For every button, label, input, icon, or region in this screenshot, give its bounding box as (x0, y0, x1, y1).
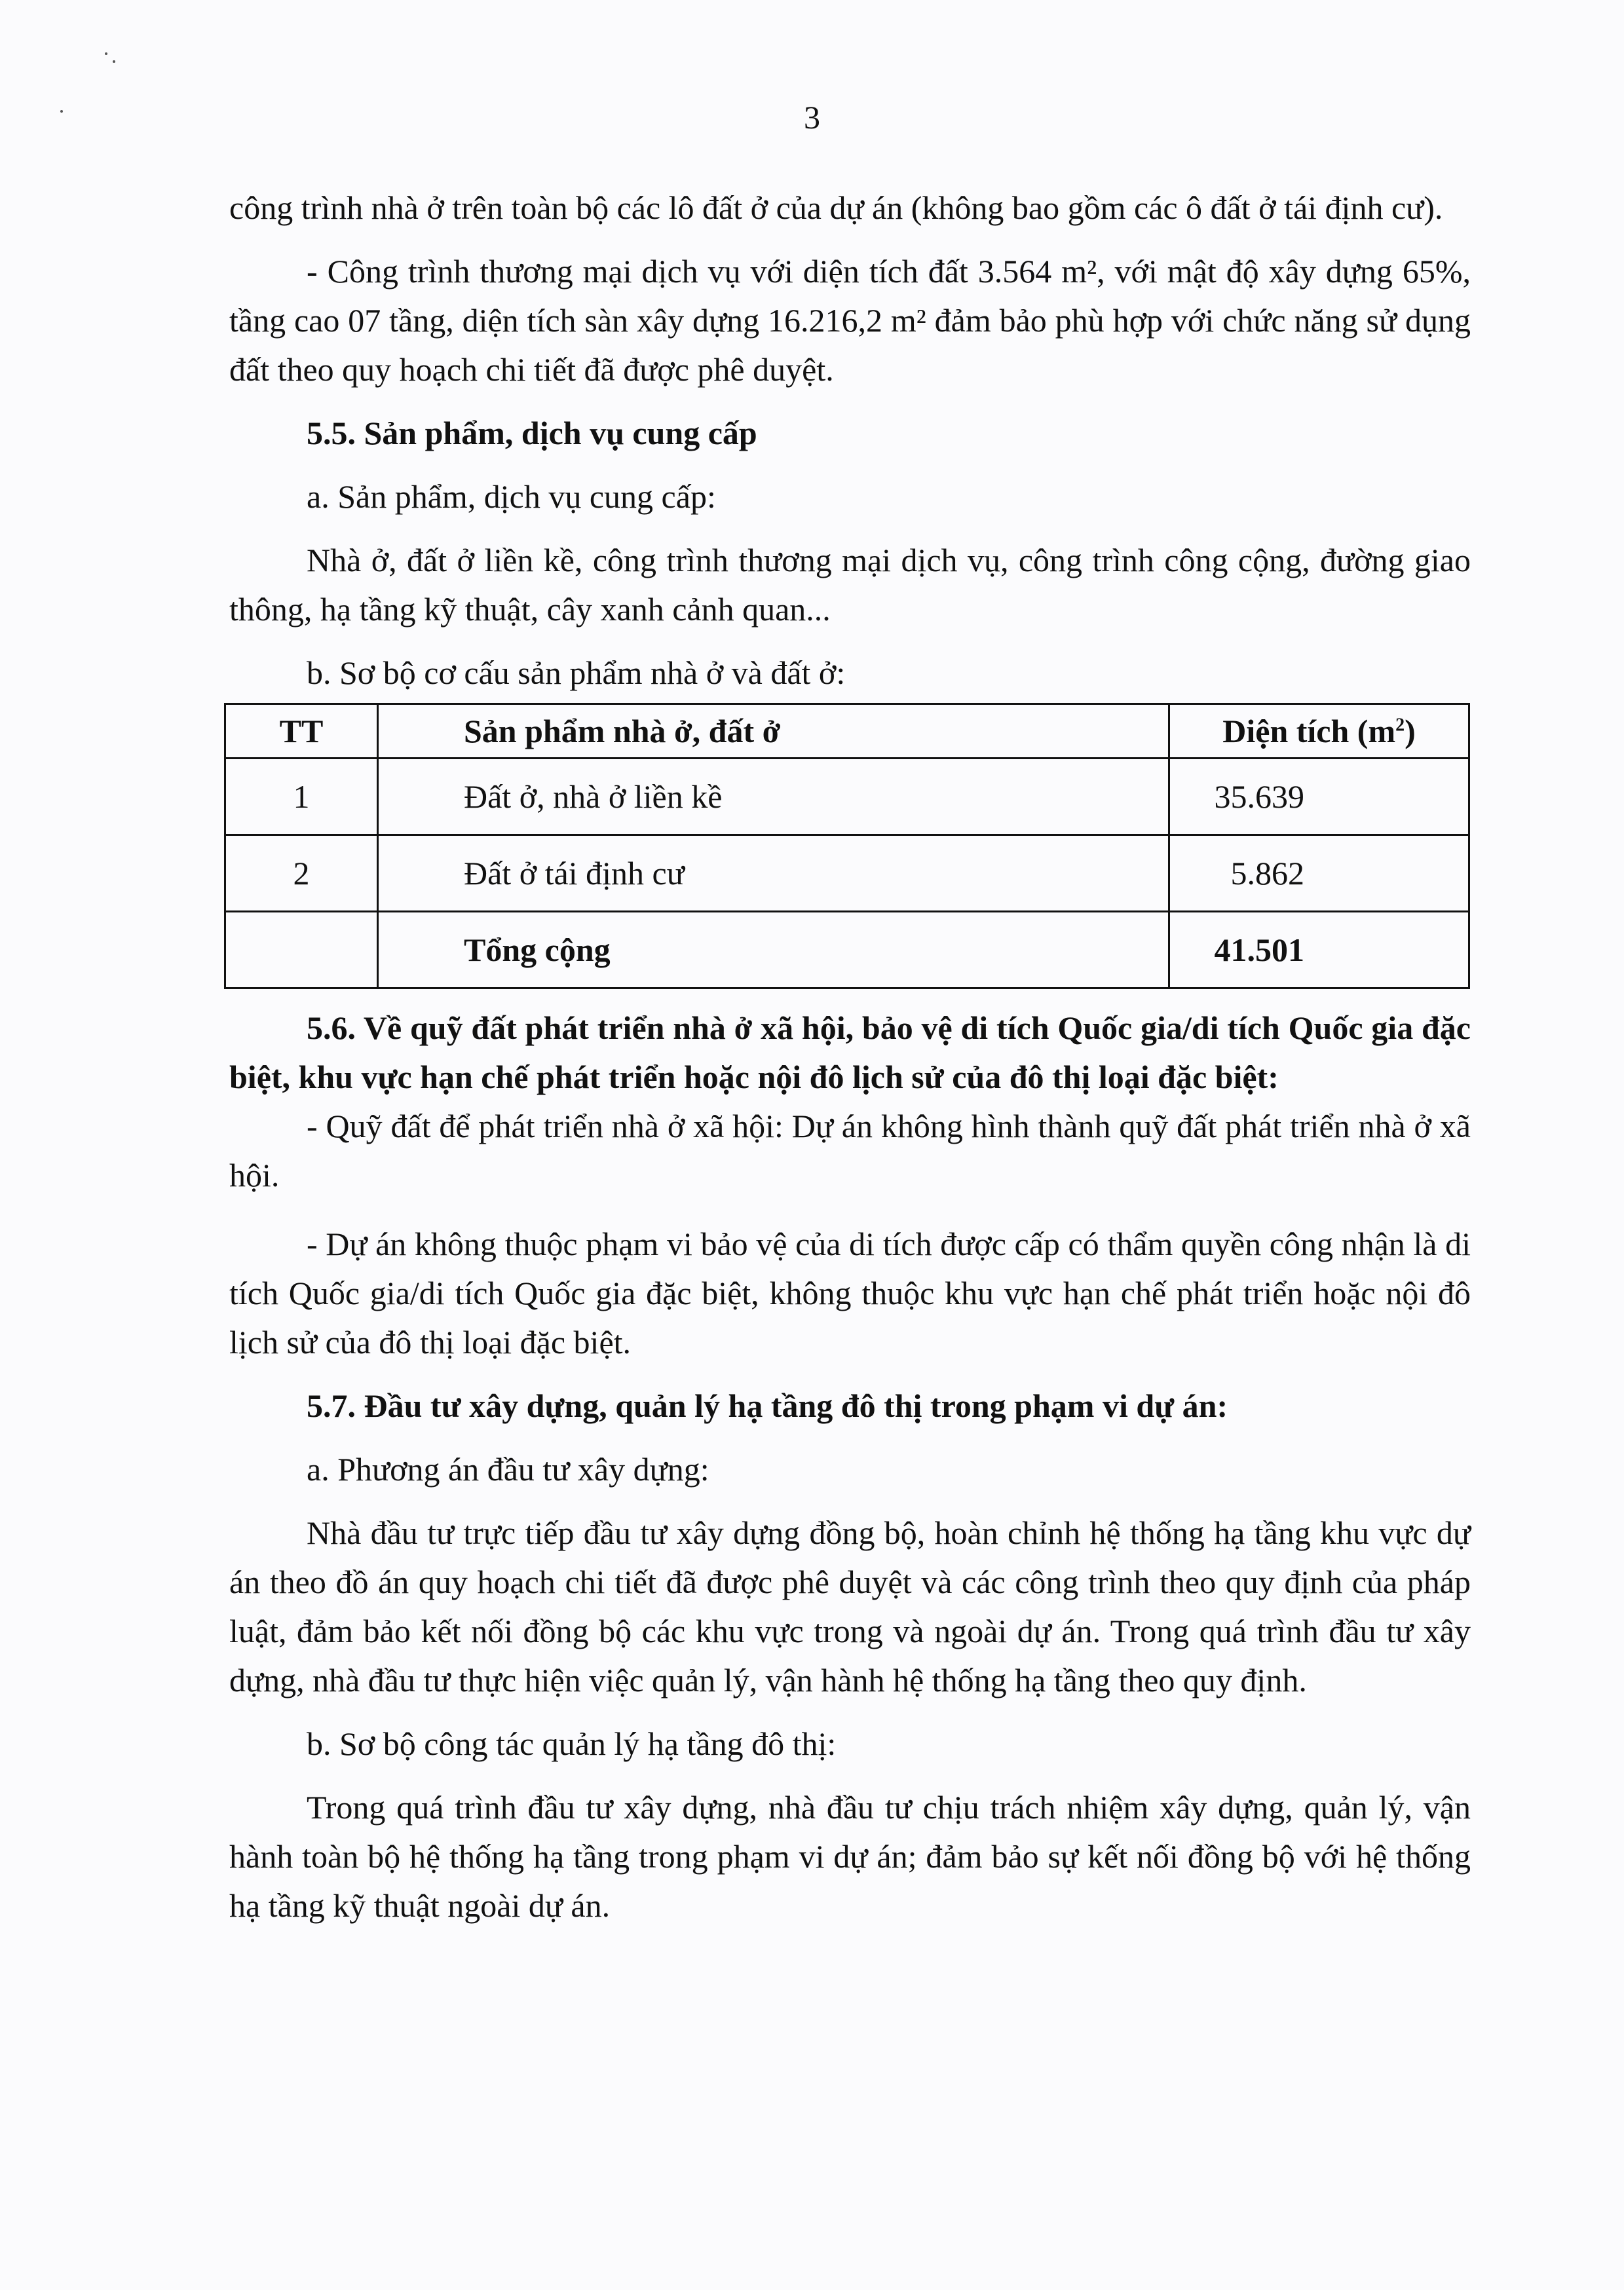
header-area-sup: 2 (1395, 714, 1405, 735)
scan-speck (113, 60, 115, 63)
scan-speck (105, 52, 107, 55)
subheading-5-7-a: a. Phương án đầu tư xây dựng: (307, 1451, 709, 1488)
header-product: Sản phẩm nhà ở, đất ở (378, 704, 1169, 759)
table-row (225, 759, 1469, 835)
section-heading-5-6: 5.6. Về quỹ đất phát triển nhà ở xã hội, bảo vệ di tích Quốc gia/di tích Quốc gia đặc biệt, khu vực hạn chế phát triển hoặc nội đô lịch sử của đô thị loại đặc biệt: (229, 1009, 1471, 1095)
paragraph-continuation: công trình nhà ở trên toàn bộ các lô đất ở của dự án (không bao gồm các ô đất ở tái định cư). (229, 189, 1443, 226)
table-total-row (225, 912, 1469, 988)
table-row (225, 835, 1469, 912)
cell-product: Đất ở tái định cư (378, 835, 1169, 912)
paragraph-investment-plan: Nhà đầu tư trực tiếp đầu tư xây dựng đồng bộ, hoàn chỉnh hệ thống hạ tầng khu vực dự án theo đồ án quy hoạch chi tiết đã được phê duyệt và các công trình theo quy định của pháp luật, đảm bảo kết nối đồng bộ các khu vực trong và ngoài dự án. Trong quá trình đầu tư xây dựng, nhà đầu tư thực hiện việc quản lý, vận hành hệ thống hạ tầng theo quy định. (229, 1514, 1471, 1699)
cell-product: Đất ở, nhà ở liền kề (378, 759, 1169, 835)
cell-total-label: Tổng cộng (378, 912, 1169, 988)
subheading-5-7-b: b. Sơ bộ công tác quản lý hạ tầng đô thị: (307, 1725, 837, 1762)
section-heading-5-5: 5.5. Sản phẩm, dịch vụ cung cấp (307, 415, 757, 451)
subheading-5-5-a: a. Sản phẩm, dịch vụ cung cấp: (307, 478, 716, 515)
cell-total-area: 41.501 (1169, 912, 1469, 988)
header-area (1169, 704, 1469, 759)
cell-tt: 1 (225, 759, 378, 835)
paragraph-social-housing: - Quỹ đất để phát triển nhà ở xã hội: Dự án không hình thành quỹ đất phát triển nhà ở xã hội. (229, 1108, 1471, 1193)
paragraph-products-services: Nhà ở, đất ở liền kề, công trình thương mại dịch vụ, công trình công cộng, đường giao thông, hạ tầng kỹ thuật, cây xanh cảnh quan... (229, 542, 1471, 628)
page-number: 3 (804, 99, 820, 136)
paragraph-commercial-building: - Công trình thương mại dịch vụ với diện tích đất 3.564 m², với mật độ xây dựng 65%, tầng cao 07 tầng, diện tích sàn xây dựng 16.216,2 m² đảm bảo phù hợp với chức năng sử dụng đất theo quy hoạch chi tiết đã được phê duyệt. (229, 253, 1471, 388)
header-area-close: ) (1405, 712, 1416, 749)
cell-total-tt (225, 912, 378, 988)
product-structure-table (224, 703, 1470, 989)
header-area-label: Diện tích (m (1222, 712, 1396, 749)
document-body (229, 183, 1471, 1930)
table-header-row (225, 704, 1469, 759)
section-heading-5-7: 5.7. Đầu tư xây dựng, quản lý hạ tầng đô thị trong phạm vi dự án: (307, 1387, 1228, 1424)
cell-area: 35.639 (1169, 759, 1469, 835)
header-tt: TT (225, 704, 378, 759)
paragraph-heritage: - Dự án không thuộc phạm vi bảo vệ của di tích được cấp có thẩm quyền công nhận là di tích Quốc gia/di tích Quốc gia đặc biệt, không thuộc khu vực hạn chế phát triển hoặc nội đô lịch sử của đô thị loại đặc biệt. (229, 1226, 1471, 1361)
cell-area: 5.862 (1169, 835, 1469, 912)
paragraph-infrastructure-management: Trong quá trình đầu tư xây dựng, nhà đầu tư chịu trách nhiệm xây dựng, quản lý, vận hành toàn bộ hệ thống hạ tầng trong phạm vi dự án; đảm bảo sự kết nối đồng bộ với hệ thống hạ tầng kỹ thuật ngoài dự án. (229, 1789, 1471, 1924)
subheading-5-5-b: b. Sơ bộ cơ cấu sản phẩm nhà ở và đất ở: (307, 654, 846, 691)
cell-tt: 2 (225, 835, 378, 912)
